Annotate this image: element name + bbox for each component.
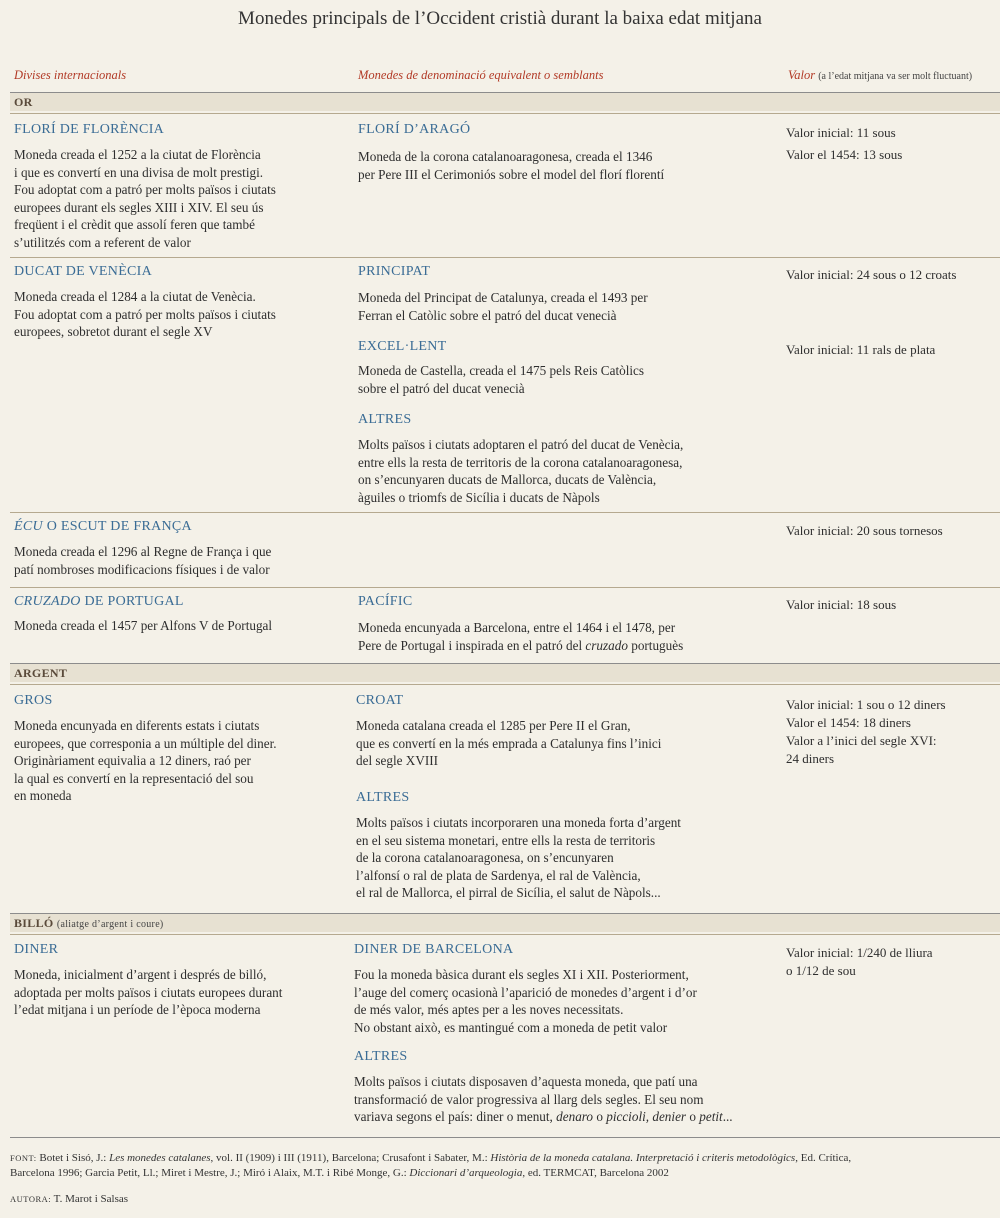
- source-label: FONT:: [10, 1153, 37, 1163]
- desc-line: on s’encunyaren ducats de Mallorca, ducats de València,: [358, 472, 657, 487]
- page-title: Monedes principals de l’Occident cristià durant la baixa edat mitjana: [238, 8, 762, 29]
- value-line: 24 diners: [786, 751, 835, 766]
- desc-fragment-italic: piccioli, denier: [606, 1109, 687, 1124]
- desc-fragment-italic: denaro: [556, 1109, 594, 1124]
- coin-name-diner: DINER: [14, 942, 59, 957]
- desc-fragment: Pere de Portugal i inspirada en el patró del: [358, 637, 586, 653]
- header-international: Divises internacionals: [14, 68, 127, 82]
- source-fragment: , vol. II (1909) i III (1911), Barcelona; Crusafont i Sabater, M.:: [210, 1152, 491, 1164]
- value-gros: [786, 696, 946, 768]
- value-principat: Valor inicial: 24 sous o 12 croats: [786, 267, 957, 282]
- source-fragment: Botet i Sisó, J.:: [36, 1152, 110, 1164]
- divider: [10, 934, 1000, 935]
- desc-line: que es convertí en la més emprada a Catalunya fins l’inici: [356, 735, 662, 751]
- coin-desc-pacific: [358, 619, 778, 654]
- desc-line: Moneda creada el 1457 per Alfons V de Portugal: [14, 618, 273, 633]
- coin-desc-croat: [356, 717, 776, 770]
- desc-line: adoptada per molts països i ciutats europees durant: [14, 984, 283, 1000]
- desc-line: el ral de Mallorca, el pirral de Sicília, el salut de Nàpols...: [356, 885, 661, 900]
- desc-fragment: o: [593, 1109, 607, 1124]
- desc-line: transformació de valor progressiva al llarg dels segles. El seu nom: [354, 1091, 704, 1107]
- desc-line: en moneda: [14, 788, 72, 803]
- source-title: Les monedes catalanes: [109, 1152, 211, 1164]
- coin-name-rest: O ESCUT DE FRANÇA: [42, 519, 192, 534]
- desc-line: l’alfonsí o ral de plata de Sardenya, el ral de València,: [356, 867, 641, 883]
- coin-name-gros: GROS: [14, 693, 53, 708]
- source-fragment: , Ed. Crítica,: [795, 1152, 852, 1164]
- source-line: [10, 1166, 990, 1181]
- desc-line: europees, que corresponia a un múltiple del diner.: [14, 735, 277, 751]
- desc-line: Moneda creada el 1284 a la ciutat de Venècia.: [14, 289, 256, 304]
- coin-name-altres-ducat: ALTRES: [358, 412, 412, 427]
- value-pacific: Valor inicial: 18 sous: [786, 597, 897, 612]
- coin-desc-principat: [358, 289, 778, 324]
- divider: [10, 512, 1000, 513]
- section-label-billo-note: (aliatge d’argent i coure): [56, 919, 164, 930]
- coin-name-ecu: [14, 519, 192, 535]
- coin-desc-flori-florencia: [14, 146, 344, 251]
- desc-line: l’auge del comerç ocasionà l’aparició de monedes d’argent i d’or: [354, 984, 697, 1000]
- desc-line: Moneda de la corona catalanoaragonesa, creada el 1346: [358, 149, 653, 164]
- desc-line: europees durant els segles XIII i XIV. El seu ús: [14, 199, 264, 215]
- section-label-billo: [14, 916, 164, 931]
- desc-line: Moneda del Principat de Catalunya, creada el 1493 per: [358, 290, 648, 305]
- desc-line: Moneda, inicialment d’argent i després de billó,: [14, 967, 267, 982]
- desc-line: Moneda encunyada en diferents estats i ciutats: [14, 718, 260, 733]
- header-value-label: Valor: [788, 68, 816, 82]
- desc-fragment: portuguès: [627, 637, 684, 653]
- coin-desc-ecu: [14, 543, 344, 578]
- source-line: [10, 1151, 990, 1166]
- desc-line: Molts països i ciutats disposaven d’aquesta moneda, que patí una: [354, 1074, 698, 1089]
- author-note: [10, 1192, 990, 1207]
- value-excellent: Valor inicial: 11 rals de plata: [786, 342, 936, 357]
- coin-desc-gros: [14, 717, 344, 805]
- desc-fragment-italic: cruzado: [585, 637, 628, 653]
- section-label-or: OR: [14, 95, 33, 109]
- desc-line: patí nombroses modificacions físiques i de valor: [14, 561, 270, 577]
- desc-line: Molts països i ciutats adoptaren el patró del ducat de Venècia,: [358, 437, 684, 452]
- value-line: Valor inicial: 1/240 de lliura: [786, 945, 933, 960]
- desc-line: del segle XVIII: [356, 753, 439, 768]
- header-value: [788, 68, 972, 83]
- coin-name-flori-florencia: FLORÍ DE FLORÈNCIA: [14, 122, 165, 137]
- desc-line: europees, sobretot durant el segle XV: [14, 324, 213, 339]
- coin-name-cruzado: [14, 594, 184, 610]
- coin-name-altres-gros: ALTRES: [356, 790, 410, 805]
- source-title: Diccionari d’arqueologia: [409, 1167, 523, 1179]
- value-line: Valor inicial: 1 sou o 12 diners: [786, 697, 946, 712]
- desc-line: en el seu sistema monetari, entre ells la resta de territoris: [356, 832, 656, 848]
- desc-line: sobre el patró del ducat venecià: [358, 380, 525, 396]
- section-band-or: [10, 93, 1000, 111]
- value-flori: [786, 124, 902, 164]
- desc-line: [354, 1108, 794, 1126]
- desc-line: Molts països i ciutats incorporaren una moneda forta d’argent: [356, 815, 681, 830]
- coin-desc-ducat-venecia: [14, 288, 344, 341]
- coin-desc-altres-ducat: [358, 436, 778, 506]
- coin-desc-diner-barcelona: [354, 966, 774, 1036]
- desc-line: Moneda creada el 1252 a la ciutat de Florència: [14, 147, 261, 162]
- source-title: Història de la moneda catalana. Interpretació i criteris metodològics: [490, 1152, 796, 1164]
- desc-line: Originàriament equivalia a 12 diners, raó per: [14, 753, 251, 768]
- desc-line: l’edat mitjana i un període de l’època moderna: [14, 1002, 261, 1017]
- value-line: o 1/12 de sou: [786, 963, 856, 978]
- coin-name-flori-arago: FLORÍ D’ARAGÓ: [358, 122, 471, 137]
- desc-fragment: variava segons el país: diner o menut,: [354, 1109, 557, 1124]
- desc-line: per Pere III el Cerimoniós sobre el model del florí florentí: [358, 166, 665, 182]
- desc-line: la qual es convertí en la representació del sou: [14, 770, 254, 786]
- coin-desc-cruzado: [14, 617, 344, 635]
- desc-line: Fou adoptat com a patró per molts països i ciutats: [14, 182, 276, 197]
- coin-name-italic: ÉCU: [14, 519, 43, 534]
- coin-name-principat: PRINCIPAT: [358, 264, 431, 279]
- divider: [10, 257, 1000, 258]
- desc-line: Fou la moneda bàsica durant els segles XI i XII. Posteriorment,: [354, 967, 689, 982]
- coin-name-altres-diner: ALTRES: [354, 1049, 408, 1064]
- desc-line: de més valor, més aptes per a les noves necessitats.: [354, 1002, 624, 1017]
- value-diner: [786, 944, 933, 980]
- desc-fragment-italic: petit: [699, 1109, 723, 1124]
- section-label-argent: ARGENT: [14, 666, 68, 680]
- header-equivalent: Monedes de denominació equivalent o semblants: [358, 68, 604, 82]
- desc-line: Ferran el Catòlic sobre el patró del ducat venecià: [358, 307, 617, 323]
- section-label-billo-text: BILLÓ: [14, 916, 54, 930]
- desc-line: entre ells la resta de territoris de la corona catalanoaragonesa,: [358, 454, 683, 470]
- header-value-note: (a l’edat mitjana va ser molt fluctuant): [818, 71, 973, 82]
- source-fragment: , ed. TERMCAT, Barcelona 2002: [522, 1167, 669, 1179]
- desc-line: Fou adoptat com a patró per molts països i ciutats: [14, 306, 276, 322]
- coin-desc-flori-arago: [358, 148, 778, 183]
- desc-line: s’utilitzés com a referent de valor: [14, 234, 191, 250]
- coin-desc-excellent: [358, 362, 778, 397]
- coin-name-excellent: EXCEL·LENT: [358, 339, 447, 354]
- coin-name-diner-barcelona: DINER DE BARCELONA: [354, 942, 514, 957]
- desc-line: Moneda creada el 1296 al Regne de França i que: [14, 544, 272, 559]
- coin-desc-altres-diner: [354, 1073, 794, 1126]
- value-line: Valor el 1454: 18 diners: [786, 715, 911, 730]
- divider: [10, 113, 1000, 114]
- value-line: Valor inicial: 11 sous: [786, 125, 896, 140]
- coin-name-italic: CRUZADO: [14, 594, 81, 609]
- author-name: T. Marot i Salsas: [51, 1193, 129, 1205]
- divider: [10, 587, 1000, 588]
- desc-line: freqüent i el crèdit que assolí feren que també: [14, 217, 255, 232]
- divider: [10, 684, 1000, 685]
- desc-line: àguiles o triomfs de Sicília i ducats de Nàpols: [358, 489, 600, 505]
- desc-line: Moneda catalana creada el 1285 per Pere II el Gran,: [356, 718, 631, 733]
- desc-line: [358, 637, 778, 655]
- section-band-argent: [10, 664, 1000, 682]
- source-note: [10, 1151, 990, 1181]
- value-line: Valor el 1454: 13 sous: [786, 147, 903, 162]
- coin-name-pacific: PACÍFIC: [358, 594, 413, 609]
- value-line: Valor a l’inici del segle XVI:: [786, 733, 937, 748]
- desc-line: i que es convertí en una divisa de molt prestigi.: [14, 164, 264, 180]
- value-ecu: Valor inicial: 20 sous tornesos: [786, 523, 943, 538]
- desc-line: Moneda de Castella, creada el 1475 pels Reis Catòlics: [358, 363, 645, 378]
- desc-line: Moneda encunyada a Barcelona, entre el 1464 i el 1478, per: [358, 620, 676, 635]
- desc-fragment: o: [686, 1109, 700, 1124]
- author-label: AUTORA:: [10, 1194, 52, 1204]
- coin-name-rest: DE PORTUGAL: [80, 594, 184, 609]
- desc-line: de la corona catalanoaragonesa, on s’encunyaren: [356, 850, 614, 865]
- footer-rule: [10, 1137, 1000, 1138]
- coin-desc-diner: [14, 966, 344, 1019]
- desc-fragment: ...: [722, 1109, 733, 1124]
- source-fragment: Barcelona 1996; Garcia Petit, Ll.; Miret i Mestre, J.; Miró i Alaix, M.T. i Ribé Monge, G.:: [10, 1167, 410, 1179]
- coin-name-ducat-venecia: DUCAT DE VENÈCIA: [14, 264, 153, 279]
- desc-line: No obstant això, es mantingué com a moneda de petit valor: [354, 1019, 668, 1035]
- coin-name-croat: CROAT: [356, 693, 404, 708]
- coin-desc-altres-gros: [356, 814, 776, 902]
